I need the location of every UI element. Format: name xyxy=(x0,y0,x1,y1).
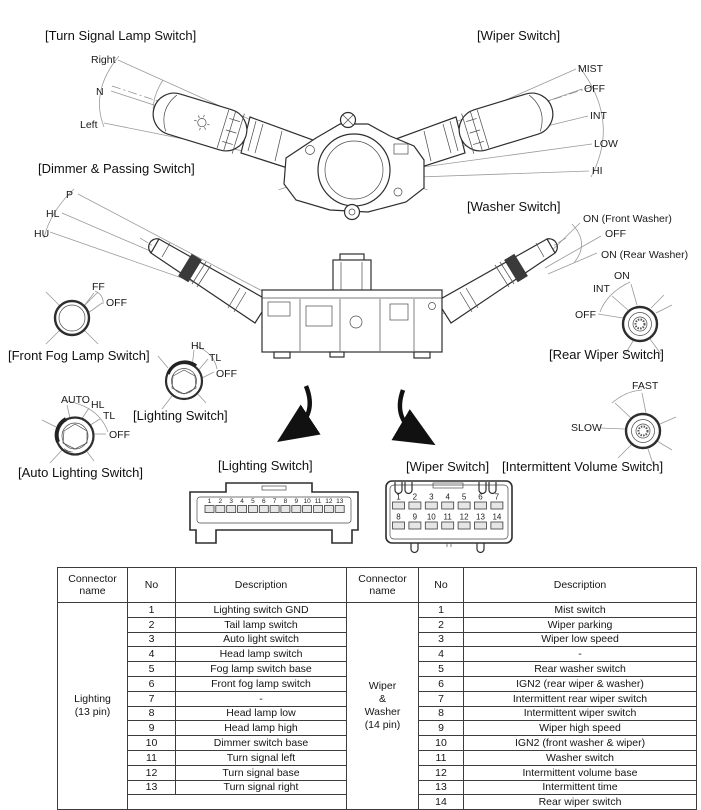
header-description-right: Description xyxy=(464,568,697,603)
label-right: Right xyxy=(91,54,116,66)
pin-no: 7 xyxy=(128,691,176,706)
pin-no: 14 xyxy=(419,795,464,810)
connector-pin xyxy=(475,522,487,529)
wiper-connector xyxy=(386,481,512,553)
pin-no: 10 xyxy=(128,736,176,751)
pin-description: Auto light switch xyxy=(176,632,347,647)
pin-no: 4 xyxy=(128,647,176,662)
pin-no: 12 xyxy=(128,765,176,780)
connector-pin xyxy=(458,522,470,529)
pin-no: 13 xyxy=(419,780,464,795)
connector-pin xyxy=(442,522,454,529)
connector-pin xyxy=(491,522,503,529)
pin-no: 11 xyxy=(419,750,464,765)
connector-pin xyxy=(335,506,344,513)
pin-no: 4 xyxy=(419,647,464,662)
label-auto-tl: TL xyxy=(103,410,116,422)
intermittent-volume-knob xyxy=(600,390,676,464)
label-left: Left xyxy=(80,119,98,131)
pin-description: Rear washer switch xyxy=(464,662,697,677)
pin-number: 12 xyxy=(325,498,333,505)
label-auto: AUTO xyxy=(61,394,90,406)
pin-description: Intermittent time xyxy=(464,780,697,795)
pin-description: - xyxy=(464,647,697,662)
label-on-rear-washer: ON (Rear Washer) xyxy=(601,249,689,261)
pin-no: 7 xyxy=(419,691,464,706)
title-washer: [Washer Switch] xyxy=(467,199,561,214)
pin-number: 10 xyxy=(303,498,311,505)
pin-description: Tail lamp switch xyxy=(176,617,347,632)
label-hl: HL xyxy=(46,208,60,220)
pin-number: 5 xyxy=(251,498,255,505)
front-fog-lamp-dial xyxy=(46,291,103,344)
label-auto-hl: HL xyxy=(91,399,105,411)
pin-description: Head lamp high xyxy=(176,721,347,736)
empty-cell xyxy=(128,795,347,810)
title-rear-wiper: [Rear Wiper Switch] xyxy=(549,347,664,362)
pin-description: Intermittent wiper switch xyxy=(464,706,697,721)
pin-number: 13 xyxy=(476,512,485,522)
header-description-left: Description xyxy=(176,568,347,603)
pin-description: Mist switch xyxy=(464,603,697,618)
title-front-fog: [Front Fog Lamp Switch] xyxy=(8,348,150,363)
connector-pin xyxy=(458,502,470,509)
pin-description: Turn signal left xyxy=(176,750,347,765)
pin-number: 6 xyxy=(261,498,266,505)
title-wiper: [Wiper Switch] xyxy=(477,28,561,43)
header-connector-name-left: Connector name xyxy=(58,568,128,603)
connector-pin xyxy=(205,506,214,513)
pin-description: Lighting switch GND xyxy=(176,603,347,618)
label-int: INT xyxy=(590,110,607,122)
label-lighting-hl: HL xyxy=(191,340,205,352)
pin-number: 7 xyxy=(494,492,500,502)
pin-description: Fog lamp switch base xyxy=(176,662,347,677)
label-rw-int: INT xyxy=(593,283,610,295)
label-lighting-off: OFF xyxy=(216,368,237,380)
connector-pin xyxy=(292,506,301,513)
table-header-row xyxy=(58,568,697,603)
connector-pin xyxy=(442,502,454,509)
connector-name-wiper: Wiper & Washer (14 pin) xyxy=(347,603,419,810)
connector-pin xyxy=(409,502,421,509)
connector-pin xyxy=(259,506,268,513)
title-dimmer-passing: [Dimmer & Passing Switch] xyxy=(38,161,195,176)
connector-pin-table xyxy=(57,567,697,810)
pin-no: 10 xyxy=(419,736,464,751)
label-hu: HU xyxy=(34,228,50,240)
pin-number: 7 xyxy=(272,498,277,505)
connector-pin xyxy=(238,506,247,513)
pin-number: 3 xyxy=(429,492,434,502)
header-connector-name-right: Connector name xyxy=(347,568,419,603)
label-auto-off: OFF xyxy=(109,429,130,441)
pin-description: Turn signal base xyxy=(176,765,347,780)
label-slow: SLOW xyxy=(571,422,602,434)
pin-no: 9 xyxy=(128,721,176,736)
pin-no: 12 xyxy=(419,765,464,780)
connector-pin xyxy=(393,502,405,509)
pin-description: Intermittent rear wiper switch xyxy=(464,691,697,706)
pin-description: Intermittent volume base xyxy=(464,765,697,780)
pin-number: 8 xyxy=(396,512,401,522)
pin-number: 14 xyxy=(492,512,502,522)
pin-description: Turn signal right xyxy=(176,780,347,795)
pin-no: 6 xyxy=(128,676,176,691)
pin-number: 3 xyxy=(229,498,234,505)
pin-number: 8 xyxy=(283,498,288,505)
label-washer-off: OFF xyxy=(605,228,626,240)
pin-number: 13 xyxy=(336,498,344,505)
pin-number: 10 xyxy=(426,512,436,522)
pin-no: 5 xyxy=(128,662,176,677)
connector-pin xyxy=(248,506,257,513)
label-rw-off: OFF xyxy=(575,309,596,321)
label-on-front-washer: ON (Front Washer) xyxy=(583,213,672,225)
pin-no: 13 xyxy=(128,780,176,795)
pin-no: 9 xyxy=(419,721,464,736)
label-p: P xyxy=(66,189,74,201)
pin-number: 9 xyxy=(412,512,418,522)
pin-number: 5 xyxy=(461,492,467,502)
pin-no: 8 xyxy=(419,706,464,721)
pin-description: Rear wiper switch xyxy=(464,795,697,810)
label-wiper-off: OFF xyxy=(584,83,605,95)
pin-number: 2 xyxy=(218,498,223,505)
label-lighting-tl: TL xyxy=(209,352,222,364)
pin-number: 1 xyxy=(396,492,401,502)
pin-description: Dimmer switch base xyxy=(176,736,347,751)
pin-no: 1 xyxy=(128,603,176,618)
label-low: LOW xyxy=(594,138,618,150)
pin-no: 2 xyxy=(419,617,464,632)
connector-pin xyxy=(216,506,225,513)
pin-description: - xyxy=(176,691,347,706)
connector-pin xyxy=(324,506,333,513)
pin-number: 2 xyxy=(412,492,418,502)
header-no-right: No xyxy=(419,568,464,603)
label-fog-off: OFF xyxy=(106,297,127,309)
pin-description: IGN2 (front washer & wiper) xyxy=(464,736,697,751)
pin-description: Washer switch xyxy=(464,750,697,765)
connector-pin xyxy=(270,506,279,513)
pin-number: 1 xyxy=(207,498,212,505)
pin-number: 11 xyxy=(443,512,452,522)
pin-description: Wiper high speed xyxy=(464,721,697,736)
title-wiper-connector: [Wiper Switch] xyxy=(406,459,490,474)
label-ff: FF xyxy=(92,281,105,293)
connector-pin xyxy=(475,502,487,509)
connector-pin xyxy=(393,522,405,529)
pin-number: 4 xyxy=(445,492,450,502)
pin-description: IGN2 (rear wiper & washer) xyxy=(464,676,697,691)
pin-number: 6 xyxy=(478,492,483,502)
connector-pin xyxy=(425,522,437,529)
pin-description: Head lamp low xyxy=(176,706,347,721)
connector-pin xyxy=(425,502,437,509)
connector-name-lighting: Lighting (13 pin) xyxy=(58,603,128,810)
pin-description: Head lamp switch xyxy=(176,647,347,662)
pin-number: 11 xyxy=(314,498,322,505)
title-turn-signal: [Turn Signal Lamp Switch] xyxy=(45,28,197,43)
pin-no: 2 xyxy=(128,617,176,632)
pin-number: 4 xyxy=(240,498,244,505)
connector-pin xyxy=(314,506,323,513)
pin-no: 1 xyxy=(419,603,464,618)
pin-no: 8 xyxy=(128,706,176,721)
label-rw-on: ON xyxy=(614,270,630,282)
label-mist: MIST xyxy=(578,63,604,75)
pin-no: 5 xyxy=(419,662,464,677)
arrow-to-lighting-connector xyxy=(292,386,310,432)
title-intermittent-volume: [Intermittent Volume Switch] xyxy=(502,459,664,474)
table-row xyxy=(58,603,697,618)
connector-pin xyxy=(491,502,503,509)
arrow-to-wiper-connector xyxy=(400,390,420,436)
assembly-front-view xyxy=(149,239,558,358)
connector-pin xyxy=(227,506,236,513)
pin-description: Front fog lamp switch xyxy=(176,676,347,691)
title-lighting-dial: [Lighting Switch] xyxy=(133,408,228,423)
pin-description: Wiper low speed xyxy=(464,632,697,647)
pin-no: 6 xyxy=(419,676,464,691)
pin-no: 3 xyxy=(419,632,464,647)
pin-number: 12 xyxy=(459,512,469,522)
stalk-right xyxy=(437,239,557,323)
title-lighting-connector: [Lighting Switch] xyxy=(218,458,313,473)
label-fast: FAST xyxy=(632,380,659,392)
pin-number: 9 xyxy=(294,498,299,505)
label-n: N xyxy=(96,86,104,98)
title-auto-lighting: [Auto Lighting Switch] xyxy=(18,465,144,480)
connector-pin xyxy=(409,522,421,529)
label-hi: HI xyxy=(592,165,603,177)
lighting-connector xyxy=(190,483,358,543)
header-no-left: No xyxy=(128,568,176,603)
connector-pin xyxy=(281,506,290,513)
pin-no: 3 xyxy=(128,632,176,647)
pin-description: Wiper parking xyxy=(464,617,697,632)
connector-pin xyxy=(303,506,312,513)
pin-no: 11 xyxy=(128,750,176,765)
